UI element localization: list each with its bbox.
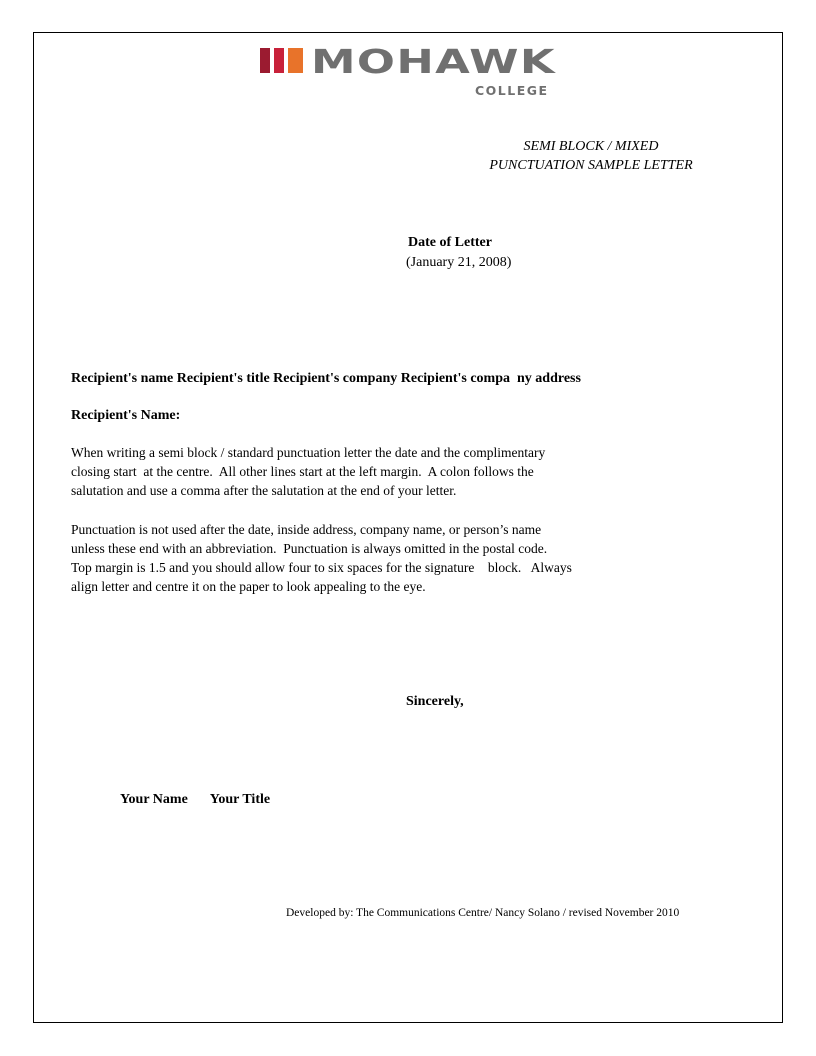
logo-bar-3 bbox=[288, 48, 303, 73]
logo-subtitle: COLLEGE bbox=[475, 83, 549, 98]
body-paragraph-2 bbox=[71, 520, 572, 596]
paragraph-line: Top margin is 1.5 and you should allow four to six spaces for the signature block. Always bbox=[71, 560, 572, 575]
logo-graphic bbox=[260, 46, 560, 100]
complimentary-closing: Sincerely, bbox=[406, 694, 464, 709]
body-paragraph-1 bbox=[71, 443, 545, 500]
signature-name: Your Name bbox=[120, 792, 188, 807]
paragraph-line: When writing a semi block / standard punctuation letter the date and the complimentary bbox=[71, 445, 546, 460]
logo-wordmark: MOHAWK bbox=[311, 46, 557, 81]
letter-heading bbox=[440, 137, 742, 175]
footer-credit: Developed by: The Communications Centre/ Nancy Solano / revised November 2010 bbox=[286, 907, 680, 919]
paragraph-line: closing start at the centre. All other lines start at the left margin. A colon follows the bbox=[71, 464, 534, 479]
paragraph-line: salutation and use a comma after the salutation at the end of your letter. bbox=[71, 483, 457, 498]
paragraph-line: unless these end with an abbreviation. Punctuation is always omitted in the postal code. bbox=[71, 541, 548, 556]
signature-title: Your Title bbox=[209, 792, 271, 807]
date-label: Date of Letter bbox=[408, 235, 492, 250]
mohawk-college-logo bbox=[260, 46, 560, 100]
logo-bar-1 bbox=[260, 48, 270, 73]
heading-line-1: SEMI BLOCK / MIXED bbox=[523, 139, 659, 154]
date-value: (January 21, 2008) bbox=[406, 255, 512, 270]
paragraph-line: Punctuation is not used after the date, inside address, company name, or person’s name bbox=[71, 522, 542, 537]
salutation: Recipient's Name: bbox=[71, 408, 181, 423]
recipient-address-block: Recipient's name Recipient's title Recipient's company Recipient's compa ny address bbox=[71, 371, 581, 386]
paragraph-line: align letter and centre it on the paper to look appealing to the eye. bbox=[71, 579, 426, 594]
heading-line-2: PUNCTUATION SAMPLE LETTER bbox=[489, 158, 693, 173]
logo-bar-2 bbox=[274, 48, 284, 73]
signature-block bbox=[120, 790, 270, 809]
